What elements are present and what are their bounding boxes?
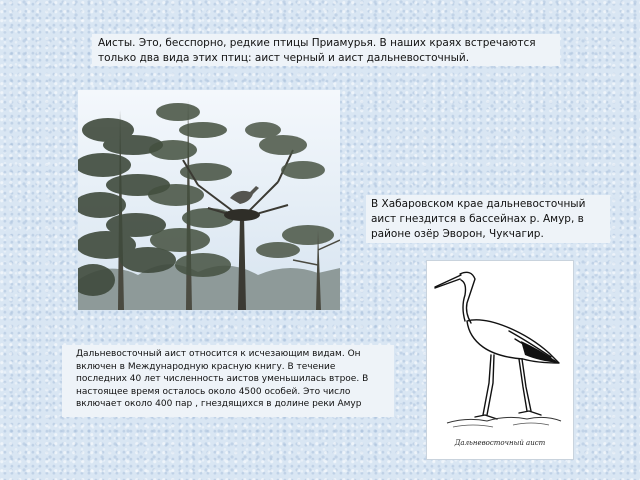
intro-text: Аисты. Это, бесспорно, редкие птицы Приамурья. В наших краях встречаются только два вида этих птиц: аист черный и аист дальневосточный. bbox=[98, 37, 536, 64]
endangered-text-box bbox=[62, 345, 394, 417]
habitat-text: В Хабаровском крае дальневосточный аист гнездится в бассейнах р. Амур, в районе озёр Эворон, Чукчагир. bbox=[371, 198, 586, 240]
endangered-text: Дальневосточный аист относится к исчезающим видам. Он включен в Международную красную книгу. В течение последних 40 лет численность аистов уменьшилась втрое. В настоящее время осталось около 4500 особей. Это число включает около 400 пар , гнездящихся в долине реки Амур bbox=[76, 349, 369, 409]
stork-nest-photo bbox=[78, 90, 340, 310]
stork-drawing bbox=[427, 261, 573, 459]
habitat-text-box bbox=[366, 195, 610, 243]
intro-text-box bbox=[92, 34, 560, 66]
stork-nest-photo-graphic bbox=[78, 90, 340, 310]
drawing-caption: Дальневосточный аист bbox=[454, 439, 546, 447]
stork-drawing-card bbox=[426, 260, 574, 460]
